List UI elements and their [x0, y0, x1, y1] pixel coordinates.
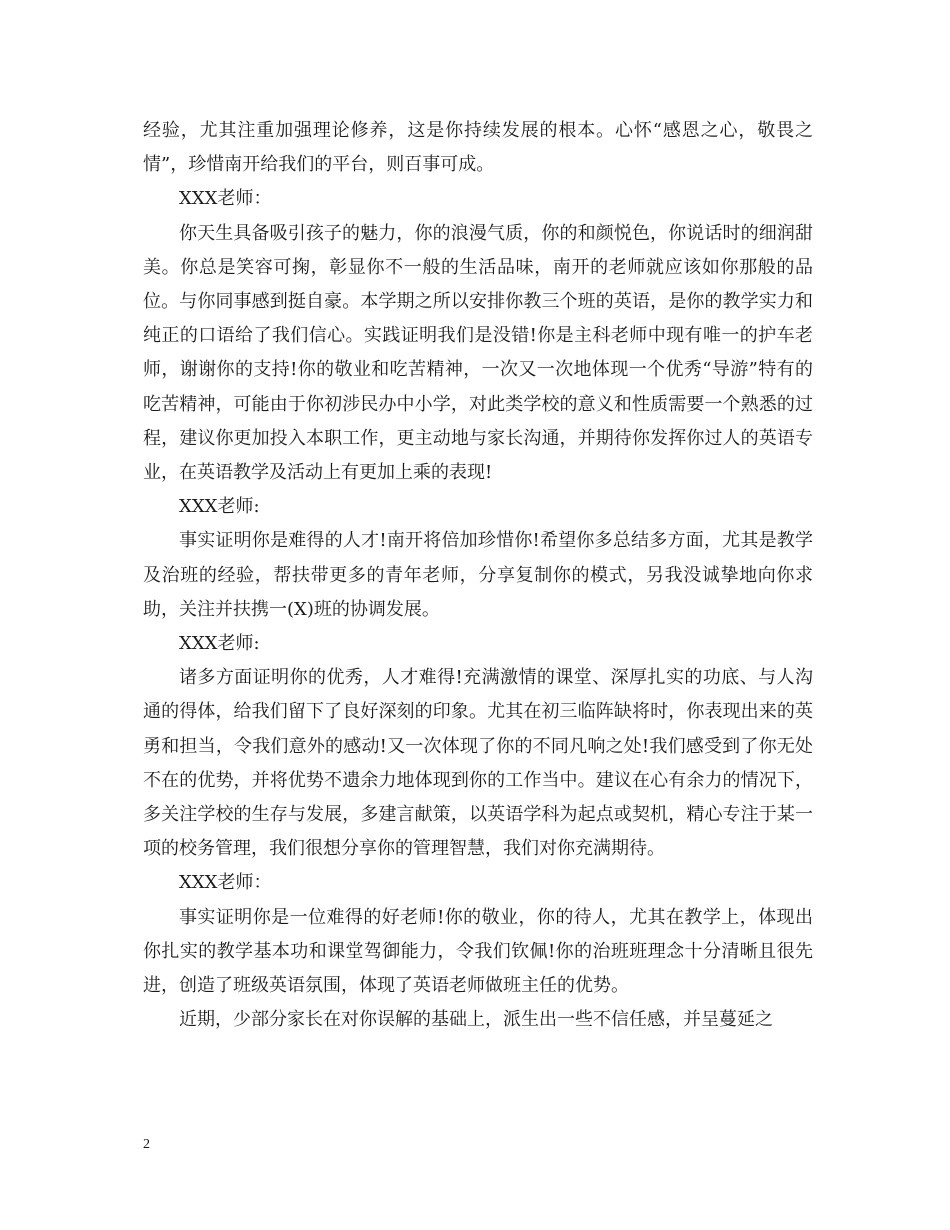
teacher-heading-2: XXX老师:: [179, 496, 260, 518]
paragraph-6: 近期，少部分家长在对你误解的基础上，派生出一些不信任感，并呈蔓延之: [179, 1009, 773, 1031]
document-body: [143, 114, 813, 1037]
paragraph-5: 事实证明你是一位难得的好老师!你的敬业，你的待人，尤其在教学上，体现出你扎实的教学基本功和课堂驾御能力，令我们钦佩!你的治班班理念十分清晰且很先进，创造了班级英语氛围，体现了英语老师做班主任的优势。: [143, 906, 813, 997]
paragraph-3: 事实证明你是难得的人才!南开将倍加珍惜你!希望你多总结多方面，尤其是教学及治班的经验，帮扶带更多的青年老师，分享复制你的模式，另我没诚挚地向你求助，关注并扶携一(X)班的协调发展。: [143, 530, 813, 620]
paragraph-2: 你天生具备吸引孩子的魅力，你的浪漫气质，你的和颜悦色，你说话时的细润甜美。你总是笑容可掬，彰显你不一般的生活品味，南开的老师就应该如你那般的品位。与你同事感到挺自豪。本学期之所以安排你教三个班的英语，是你的教学实力和纯正的口语给了我们信心。实践证明我们是没错!你是主科老师中现有唯一的护车老师，谢谢你的支持!你的敬业和吃苦精神，一次又一次地体现一个优秀“导游”特有的吃苦精神，可能由于你初涉民办中小学，对此类学校的意义和性质需要一个熟悉的过程，建议你更加投入本职工作，更主动地与家长沟通，并期待你发挥你过人的英语专业，在英语教学及活动上有更加上乘的表现!: [143, 222, 813, 484]
paragraph-4: 诸多方面证明你的优秀，人才难得!充满激情的课堂、深厚扎实的功底、与人沟通的得体，给我们留下了良好深刻的印象。尤其在初三临阵缺将时，你表现出来的英勇和担当，令我们意外的感动!又一次体现了你的不同凡响之处!我们感受到了你无处不在的优势，并将优势不遗余力地体现到你的工作当中。建议在心有余力的情况下，多关注学校的生存与发展，多建言献策，以英语学科为起点或契机，精心专注于某一项的校务管理，我们很想分享你的管理智慧，我们对你充满期待。: [143, 667, 813, 860]
teacher-heading-4: XXX老师：: [179, 872, 272, 894]
page-number: 2: [143, 1137, 150, 1152]
paragraph-1: 经验，尤其注重加强理论修养，这是你持续发展的根本。心怀“感恩之心，敬畏之情”，珍惜南开给我们的平台，则百事可成。: [143, 120, 813, 176]
teacher-heading-3: XXX老师:: [179, 633, 260, 655]
teacher-heading-1: XXX老师：: [179, 188, 272, 210]
